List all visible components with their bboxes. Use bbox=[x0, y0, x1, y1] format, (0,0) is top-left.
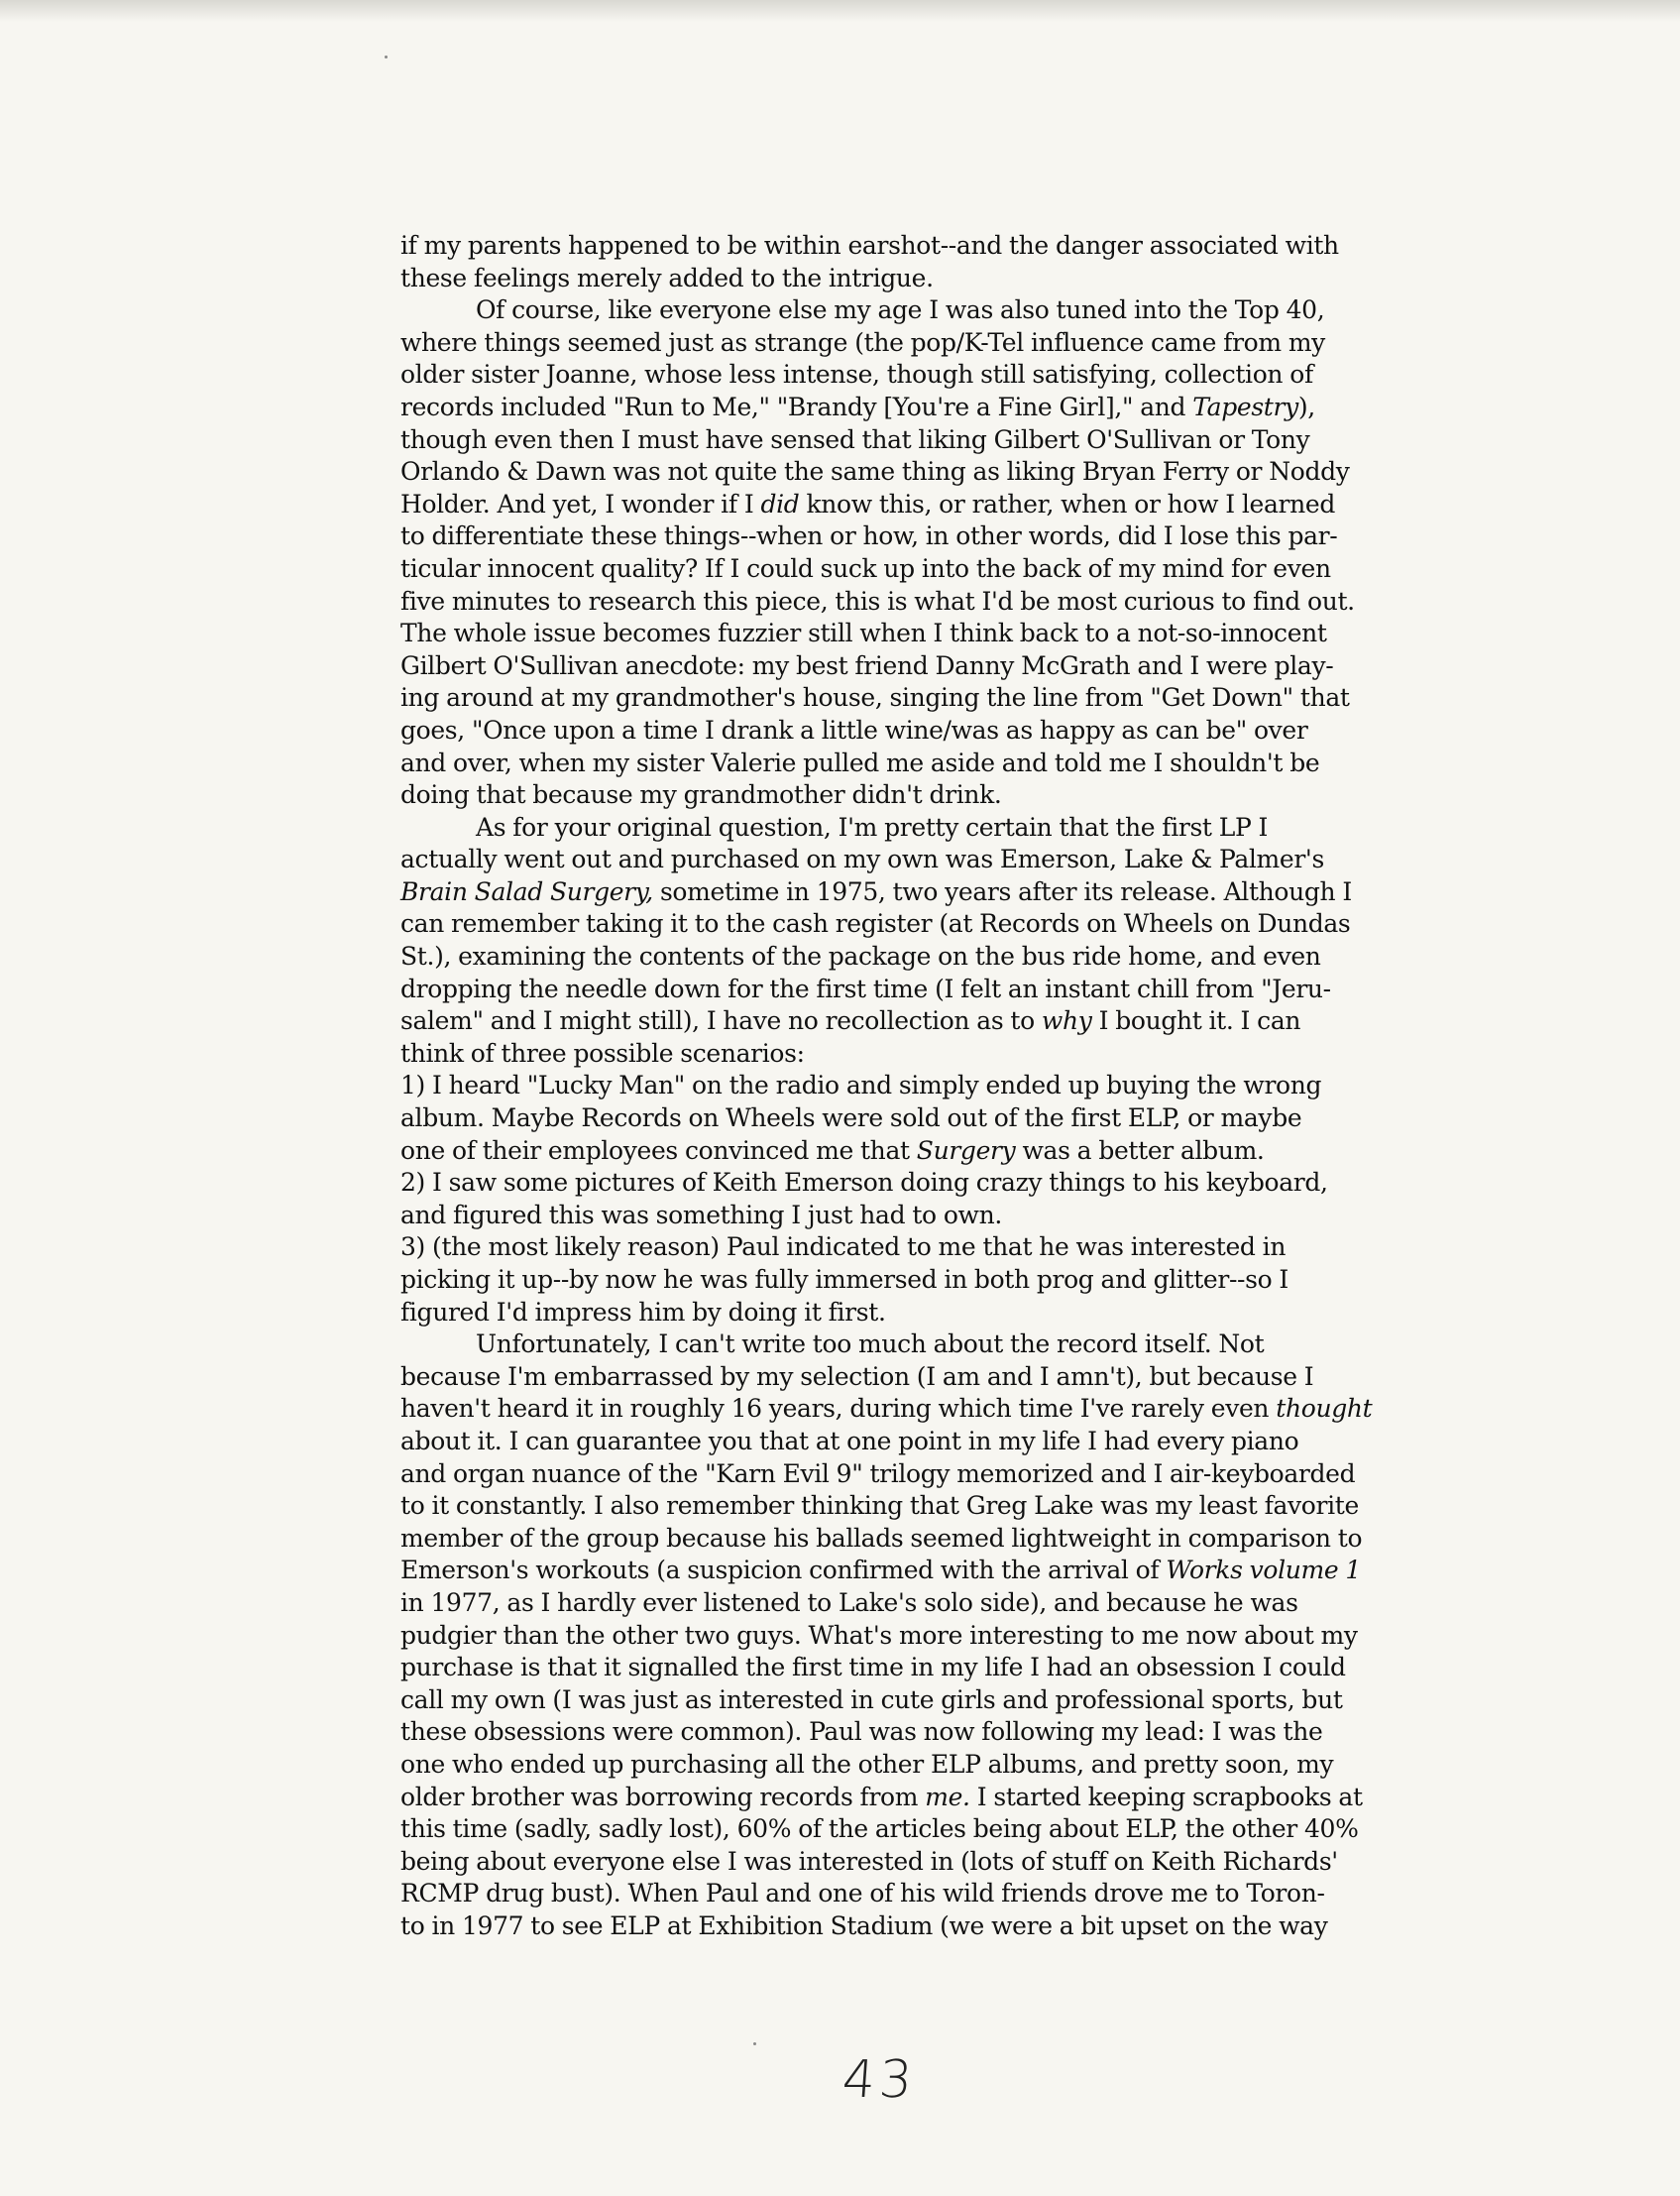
text-line: The whole issue becomes fuzzier still when I think back to a not-so-innocent bbox=[400, 619, 1327, 648]
text-line: 1) I heard "Lucky Man" on the radio and simply ended up buying the wrong bbox=[400, 1071, 1322, 1100]
text-line: dropping the needle down for the first time (I felt an instant chill from "Jeru- bbox=[400, 974, 1331, 1003]
text-line: ticular innocent quality? If I could suck up into the back of my mind for even bbox=[400, 553, 1331, 583]
text-line: Holder. And yet, I wonder if I did know this, or rather, when or how I learned bbox=[400, 489, 1335, 519]
text-line: picking it up--by now he was fully immersed in both prog and glitter--so I bbox=[400, 1265, 1288, 1294]
text-line: ing around at my grandmother's house, singing the line from "Get Down" that bbox=[400, 683, 1350, 713]
text-line: actually went out and purchased on my own was Emerson, Lake & Palmer's bbox=[400, 845, 1324, 874]
text-line: call my own (I was just as interested in cute girls and professional sports, but bbox=[400, 1684, 1343, 1714]
scan-top-edge bbox=[0, 0, 1680, 22]
text-line: and organ nuance of the "Karn Evil 9" trilogy memorized and I air-keyboarded bbox=[400, 1458, 1356, 1488]
text-line: As for your original question, I'm pretty certain that the first LP I bbox=[476, 812, 1269, 842]
text-line: 3) (the most likely reason) Paul indicated to me that he was interested in bbox=[400, 1232, 1287, 1262]
text-line: this time (sadly, sadly lost), 60% of the articles being about ELP, the other 40% bbox=[400, 1814, 1359, 1844]
text-line: where things seemed just as strange (the pop/K-Tel influence came from my bbox=[400, 327, 1325, 357]
text-line: and figured this was something I just had to own. bbox=[400, 1200, 1002, 1229]
text-line: album. Maybe Records on Wheels were sold out of the first ELP, or maybe bbox=[400, 1103, 1302, 1133]
text-line: salem" and I might still), I have no recollection as to why I bought it. I can bbox=[400, 1006, 1301, 1036]
text-line: pudgier than the other two guys. What's more interesting to me now about my bbox=[400, 1620, 1358, 1650]
page-number: 43 bbox=[840, 2050, 919, 2110]
document-body bbox=[400, 230, 1437, 1942]
text-line: these feelings merely added to the intrigue. bbox=[400, 263, 934, 292]
text-line: older brother was borrowing records from me. I started keeping scrapbooks at bbox=[400, 1782, 1363, 1811]
text-line: because I'm embarrassed by my selection (I am and I amn't), but because I bbox=[400, 1361, 1314, 1391]
text-line: purchase is that it signalled the first time in my life I had an obsession I could bbox=[400, 1653, 1346, 1682]
text-line: goes, "Once upon a time I drank a little wine/was as happy as can be" over bbox=[400, 715, 1308, 745]
text-line: Brain Salad Surgery, sometime in 1975, two years after its release. Although I bbox=[400, 876, 1352, 906]
text-line: RCMP drug bust). When Paul and one of his wild friends drove me to Toron- bbox=[400, 1879, 1325, 1908]
text-line: one of their employees convinced me that Surgery was a better album. bbox=[400, 1135, 1265, 1165]
text-line: Orlando & Dawn was not quite the same thing as liking Bryan Ferry or Noddy bbox=[400, 457, 1350, 487]
text-line: figured I'd impress him by doing it first. bbox=[400, 1297, 886, 1327]
text-line: doing that because my grandmother didn't drink. bbox=[400, 780, 1002, 810]
text-line: can remember taking it to the cash register (at Records on Wheels on Dundas bbox=[400, 909, 1351, 939]
text-line: being about everyone else I was interested in (lots of stuff on Keith Richards' bbox=[400, 1846, 1338, 1876]
text-line: records included "Run to Me," "Brandy [You're a Fine Girl]," and Tapestry), bbox=[400, 392, 1315, 421]
text-line: to it constantly. I also remember thinking that Greg Lake was my least favorite bbox=[400, 1491, 1359, 1521]
text-line: Of course, like everyone else my age I was also tuned into the Top 40, bbox=[476, 295, 1325, 325]
text-line: haven't heard it in roughly 16 years, during which time I've rarely even thought bbox=[400, 1394, 1373, 1424]
text-line: five minutes to research this piece, this is what I'd be most curious to find out. bbox=[400, 586, 1355, 616]
text-line: think of three possible scenarios: bbox=[400, 1038, 805, 1068]
text-line: St.), examining the contents of the package on the bus ride home, and even bbox=[400, 942, 1321, 972]
text-line: 2) I saw some pictures of Keith Emerson doing crazy things to his keyboard, bbox=[400, 1168, 1328, 1198]
text-line: Gilbert O'Sullivan anecdote: my best friend Danny McGrath and I were play- bbox=[400, 650, 1334, 680]
text-line: in 1977, as I hardly ever listened to Lake's solo side), and because he was bbox=[400, 1587, 1298, 1617]
text-line: one who ended up purchasing all the other ELP albums, and pretty soon, my bbox=[400, 1749, 1334, 1779]
text-line: and over, when my sister Valerie pulled me aside and told me I shouldn't be bbox=[400, 748, 1320, 777]
text-line: if my parents happened to be within earshot--and the danger associated with bbox=[400, 231, 1339, 260]
text-line: Emerson's workouts (a suspicion confirmed with the arrival of Works volume 1 bbox=[400, 1556, 1361, 1585]
text-line: older sister Joanne, whose less intense, though still satisfying, collection of bbox=[400, 360, 1313, 390]
text-line: about it. I can guarantee you that at one point in my life I had every piano bbox=[400, 1426, 1299, 1455]
text-line: these obsessions were common). Paul was now following my lead: I was the bbox=[400, 1717, 1323, 1747]
text-line: member of the group because his ballads seemed lightweight in comparison to bbox=[400, 1523, 1363, 1553]
text-line: Unfortunately, I can't write too much about the record itself. Not bbox=[476, 1329, 1265, 1359]
text-line: though even then I must have sensed that liking Gilbert O'Sullivan or Tony bbox=[400, 424, 1310, 454]
text-line: to differentiate these things--when or how, in other words, did I lose this par- bbox=[400, 521, 1338, 551]
scan-speck bbox=[385, 56, 388, 58]
text-line: to in 1977 to see ELP at Exhibition Stadium (we were a bit upset on the way bbox=[400, 1910, 1328, 1940]
scan-speck bbox=[753, 2042, 756, 2045]
